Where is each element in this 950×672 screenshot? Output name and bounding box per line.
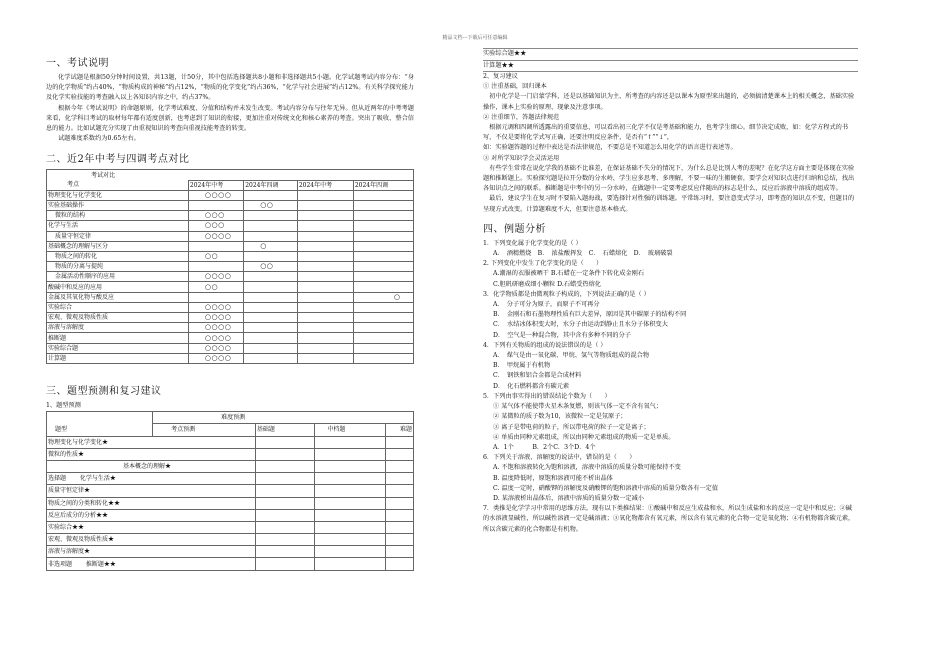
mark-cell: ○○○ — [188, 211, 243, 221]
question-option: ① 某气体不能使带火星木条复燃，则该气体一定不含有氧气； — [493, 403, 663, 411]
table-row — [47, 333, 414, 343]
question-option: B. 温度降低时，原饱和溶液可能不析出晶体 — [493, 474, 613, 482]
mark-cell — [353, 343, 413, 353]
empty-cell — [385, 473, 413, 485]
topic-cell: 计算题 — [47, 353, 189, 363]
text-line: 初中化学是一门启蒙学科，还是以基础知识为主，所考查的内容还是以课本为原型来出题的，必须搞清楚课本上的相关概念，基础实验操作，课本上实验的原理、现象及注意事项。 — [483, 93, 855, 111]
mark-cell — [297, 302, 353, 312]
text-line: 2、复习建议 — [483, 73, 518, 80]
mark-cell: ○○ — [244, 262, 298, 272]
table-row — [47, 292, 414, 302]
question-option: A.潮湿的衣服被晒干 B.石蜡在一定条件下转化成金刚石 — [493, 270, 645, 278]
empty-cell — [315, 509, 386, 521]
mark-cell — [353, 231, 413, 241]
empty-cell — [315, 436, 386, 448]
topic-cell: 溶液与溶解度★ — [47, 546, 256, 558]
question-stem: 5．下列由事实得出的错误结论个数为（ ） — [483, 392, 611, 400]
mark-cell — [297, 292, 353, 302]
table-row — [47, 282, 414, 292]
table-row — [47, 473, 414, 485]
mark-cell — [353, 190, 413, 200]
empty-cell — [315, 558, 386, 570]
mark-cell — [244, 343, 298, 353]
mark-cell: ○○○○ — [188, 353, 243, 363]
topic-cell: 实验基础操作 — [47, 200, 189, 210]
table-row — [47, 497, 414, 509]
mark-cell — [297, 313, 353, 323]
question-option: A． 分子可分为原子，而原子不可再分 — [493, 301, 600, 309]
topic-cell: 基本概念的理解★ — [47, 460, 256, 472]
question-stem: 7．类推是化学学习中常用的思维方法。现有以下类推结果：①酸碱中和反应生成盐和水，所以生成盐和水的反应一定是中和反应；②碱的水溶液显碱性，所以碱性溶液一定是碱溶液；③氧化物都含有氧元素，所以含有氧元素的化合物一定是氧化物；④有机物都含碳元素，所以含碳元素的化合物都是有机物。 — [483, 505, 855, 533]
table-caption: 考试对比 — [47, 170, 414, 180]
topic-cell: 反应后成分的分析★★ — [47, 509, 256, 521]
empty-cell — [315, 521, 386, 533]
topic-cell: 物质之间的分类和转化★★ — [47, 497, 256, 509]
empty-cell — [385, 460, 413, 472]
prediction-row: 计算题★★ — [483, 61, 858, 73]
mark-cell — [353, 221, 413, 231]
mark-cell: ○○ — [188, 251, 243, 261]
table-row — [47, 272, 414, 282]
question-stem: 4．下列有关物质的组成的说法错误的是（ ） — [483, 341, 607, 349]
empty-cell — [315, 473, 386, 485]
mark-cell — [297, 323, 353, 333]
section-title-comparison: 二、近2年中考与四调考点对比 — [46, 154, 190, 166]
mark-cell — [353, 262, 413, 272]
mark-cell — [297, 353, 353, 363]
mark-cell — [188, 292, 243, 302]
mark-cell: ○ — [353, 292, 413, 302]
question-stem: 6．下列关于溶液、溶解度的说法中，错误的是（ ） — [483, 454, 636, 462]
topic-cell: 选择题 化学与生活★ — [47, 473, 256, 485]
mark-cell: ○○○○ — [188, 190, 243, 200]
table-row — [47, 262, 414, 272]
table-row — [47, 534, 414, 546]
question-option: A．1个 B．2个C．3个D．4个 — [493, 443, 596, 451]
question-option: D． 化石燃料都含有碳元素 — [493, 382, 570, 390]
mark-cell — [297, 200, 353, 210]
column-header: 中档题 — [315, 424, 386, 436]
paragraph: 试题难度系数约为0.65左右。 — [58, 135, 140, 143]
mark-cell — [297, 272, 353, 282]
mark-cell: ○ — [244, 241, 298, 251]
question-option: A． 酒精燃烧 B． 浓盐酸挥发 C． 石蜡熔化 D． 玻璃破裂 — [493, 250, 673, 258]
topic-cell: 溶液与溶解度 — [47, 323, 189, 333]
question-option: C.胆矾研磨成细小颗粒 D.石蜡受热熔化 — [493, 280, 601, 288]
topic-cell: 物质的分离与提纯 — [47, 262, 189, 272]
mark-cell — [353, 353, 413, 363]
empty-cell — [315, 497, 386, 509]
mark-cell — [244, 251, 298, 261]
question-option: A． 煤气是由一氧化碳、甲烷、氢气等物质组成的混合物 — [493, 352, 650, 360]
comparison-table — [46, 169, 414, 364]
empty-cell — [385, 509, 413, 521]
mark-cell: ○○ — [188, 282, 243, 292]
mark-cell — [353, 313, 413, 323]
topic-cell: 微粒的性质★ — [47, 448, 256, 460]
table-row — [47, 302, 414, 312]
empty-cell — [385, 546, 413, 558]
text-line: ③ 对所学知识学会灵活运用 — [483, 154, 560, 162]
topic-cell: 物质之间的转化 — [47, 251, 189, 261]
mark-cell: ○○○○ — [188, 313, 243, 323]
table-row — [47, 353, 414, 363]
table-row — [47, 170, 414, 180]
topic-cell: 质量守恒定律 — [47, 231, 189, 241]
prediction-row: 实验综合题★★ — [483, 48, 858, 61]
topic-cell: 物理变化与化学变化 — [47, 190, 189, 200]
table-row — [47, 343, 414, 353]
mark-cell — [244, 190, 298, 200]
question-option: D． 空气是一种混合物，其中含有多种不同的分子 — [493, 331, 631, 339]
empty-cell — [385, 558, 413, 570]
empty-cell — [255, 448, 315, 460]
difficulty-header: 难度预测 — [153, 412, 414, 424]
mark-cell — [244, 282, 298, 292]
table-row — [47, 424, 414, 436]
empty-cell — [255, 473, 315, 485]
table-row — [47, 448, 414, 460]
mark-cell — [244, 211, 298, 221]
table-row — [47, 485, 414, 497]
topic-cell: 推断题 — [47, 333, 189, 343]
empty-cell — [315, 534, 386, 546]
empty-cell — [255, 534, 315, 546]
mark-cell — [244, 333, 298, 343]
mark-cell: ○○○○ — [188, 272, 243, 282]
empty-cell — [315, 460, 386, 472]
section-title-prediction: 三、题型预测和复习建议 — [46, 385, 162, 397]
question-option: C. 温度一定时，硝酸钾的溶解度及硝酸钾的饱和溶液中溶质的质量分数各有一定值 — [493, 484, 719, 492]
subsection-title: 1、题型预测 — [46, 401, 81, 409]
empty-cell — [255, 546, 315, 558]
table-row — [47, 546, 414, 558]
mark-cell — [353, 211, 413, 221]
mark-cell — [353, 323, 413, 333]
question-option: D. 某溶液析出晶体后，溶液中溶质的质量分数一定减小 — [493, 494, 644, 502]
table-row — [47, 241, 414, 251]
question-option: C． 水结冰体积变大时，水分子由运动到静止且水分子体积变大 — [493, 321, 668, 329]
column-header: 2024年中考 — [297, 180, 353, 190]
topic-cell: 金属及其氧化物与酸反应 — [47, 292, 189, 302]
text-line: ② 注重细节，答题法律规范 — [483, 113, 560, 121]
mark-cell — [244, 231, 298, 241]
column-header: 题型 — [47, 424, 153, 436]
mark-cell: ○○○ — [188, 221, 243, 231]
paragraph: 化学试题是根据50分钟时间设置，共13题，计50分，其中包括选择题共8小题和非选择题共5小题。化学试题考试内容分布：“身边的化学物质”约占40%，“物质构成的神秘”约占12%，“物质的化学变化”约占36%，“化学与社会进展”约占12%。有关科学探究能力及化学实验技能的考查融入以上各知识内容之中，约占37%。 — [46, 74, 414, 102]
topic-cell: 化学与生活 — [47, 221, 189, 231]
mark-cell — [297, 190, 353, 200]
table-row — [47, 509, 414, 521]
mark-cell — [244, 221, 298, 231]
mark-cell — [188, 200, 243, 210]
column-header: 2024年四调 — [353, 180, 413, 190]
topic-cell: 宏观、微观及物质性质 — [47, 313, 189, 323]
mark-cell — [353, 282, 413, 292]
topic-cell: 实验综合题 — [47, 343, 189, 353]
mark-cell: ○○○○ — [188, 333, 243, 343]
table-row — [47, 231, 414, 241]
mark-cell — [297, 211, 353, 221]
question-stem: 1．下列变化属于化学变化的是（ ） — [483, 239, 582, 247]
mark-cell: ○○ — [244, 200, 298, 210]
empty-cell — [315, 448, 386, 460]
mark-cell — [297, 221, 353, 231]
mark-cell — [244, 272, 298, 282]
question-option: ② 某微粒的质子数为10，该微粒一定是氖原子； — [493, 413, 627, 421]
mark-cell — [353, 251, 413, 261]
topic-cell: 实验综合 — [47, 302, 189, 312]
table-row — [47, 221, 414, 231]
mark-cell — [297, 241, 353, 251]
column-header: 2024年四调 — [244, 180, 298, 190]
table-row — [47, 190, 414, 200]
prediction-table — [46, 411, 414, 570]
mark-cell — [297, 333, 353, 343]
mark-cell: ○○○○ — [188, 302, 243, 312]
paragraph: 根据今年《考试说明》的命题原则，化学考试难度、分值和结构并未发生改变。考试内容分布与往年无异。但从近两年的中考考题来看，化学科目考试的取材每年都有适度创新，也考虑到了知识的衔接，更加注重对传统文化和核心素养的考查。突出了吸收、整合信息的能力。比如试题充分实现了由重视知识的考查向重视技能考查的转变。 — [46, 104, 414, 133]
column-header: 考点 — [47, 180, 189, 190]
mark-cell — [244, 302, 298, 312]
topic-cell: 宏观、微观及物质性质★ — [47, 534, 256, 546]
empty-cell — [255, 497, 315, 509]
mark-cell — [244, 313, 298, 323]
table-row — [47, 558, 414, 570]
mark-cell — [353, 272, 413, 282]
mark-cell: ○○○○ — [188, 323, 243, 333]
mark-cell — [297, 343, 353, 353]
empty-cell — [385, 436, 413, 448]
question-option: ③ 离子是带电荷的粒子，所以带电荷的粒子一定是离子； — [493, 423, 650, 431]
text-line: 有些学生常常在说化学我的基础不比谁差，在保证基础不失分的情况下，为什么总是比别人考的差呢？在化学这方面主要是体现在实验题和推断题上。实验探究题是拉开分数的分水岭，学生应多思考、多理解，不要一味的生搬硬套，要学会对知识点进行归纳和总结，找出各知识点之间的联系。推断题是中考中的另一分水岭，在做题中一定要考虑反应伴随出的标志是什么，反应后溶液中溶质的组成等。 — [483, 164, 855, 193]
mark-cell — [297, 262, 353, 272]
question-option: B． 金刚石和石墨物理性质有巨大差异，原因是其中碳原子的结构不同 — [493, 311, 687, 319]
mark-cell — [353, 333, 413, 343]
mark-cell — [244, 292, 298, 302]
question-option: C． 钢铁和铝合金都是合成材料 — [493, 372, 582, 380]
question-stem: 3．化学物质都是由微观粒子构成的，下列说法正确的是（ ） — [483, 290, 650, 298]
topic-cell: 非选项题 推断题★★ — [47, 558, 256, 570]
text-line: 如：实验题答题的过程中表达是否法律规范，不要总是不知道怎么用化学的语言进行表述等。 — [483, 144, 737, 152]
empty-cell — [255, 436, 315, 448]
table-row — [47, 521, 414, 533]
mark-cell: ○○○○ — [188, 231, 243, 241]
text-line: 根据元调和四调所透露出的重要信息，可以看出初三化学不仅是考基础和能力，也考学生细心。细节决定成败，如：化学方程式的书写，不仅是要将化学式写正确，还要注明反应条件，是否有“↑”“↓”， — [483, 124, 849, 142]
question-option: ④ 单质由同种元素组成，所以由同种元素组成的物质一定是单质。 — [493, 433, 675, 441]
table-row — [47, 460, 414, 472]
column-header: 2024年中考 — [188, 180, 243, 190]
question-stem: 2. 下列变化中发生了化学变化的是（ ） — [483, 260, 603, 268]
mark-cell — [353, 302, 413, 312]
empty-cell — [385, 485, 413, 497]
text-line: 最后，建议学生在复习时不要陷入题海战，要选择针对性强的训练题。平常练习时，要注意变式学习，即考查的知识点不变，但题目的呈现方式改变。计算题难度不大，但要注意基本格式。 — [483, 195, 855, 213]
topic-cell: 微粒的结构 — [47, 211, 189, 221]
question-option: A. 不饱和溶液转化为饱和溶液，溶液中溶质的质量分数可能保持不变 — [493, 464, 681, 472]
topic-cell: 金属活动性顺序的应用 — [47, 272, 189, 282]
mark-cell — [244, 323, 298, 333]
empty-cell — [255, 509, 315, 521]
empty-cell — [385, 497, 413, 509]
mark-cell — [188, 241, 243, 251]
table-row — [47, 412, 414, 424]
topic-cell: 物理变化与化学变化★ — [47, 436, 256, 448]
empty-cell — [255, 460, 315, 472]
table-row — [47, 251, 414, 261]
empty-cell — [385, 521, 413, 533]
empty-cell — [385, 448, 413, 460]
question-option: B． 甲烷属于有机物 — [493, 362, 551, 370]
table-row — [47, 211, 414, 221]
mark-cell — [353, 241, 413, 251]
column-header: 基础题 — [255, 424, 315, 436]
page-header: 精品文档---下载后可任意编辑 — [442, 35, 508, 41]
mark-cell — [353, 200, 413, 210]
table-row — [47, 323, 414, 333]
mark-cell — [297, 231, 353, 241]
topic-cell: 基础概念的理解与区分 — [47, 241, 189, 251]
mark-cell: ○○○○ — [188, 343, 243, 353]
empty-cell — [315, 546, 386, 558]
section-title-examples: 四、例题分析 — [483, 223, 546, 235]
empty-cell — [385, 534, 413, 546]
empty-cell — [255, 485, 315, 497]
table-row — [47, 436, 414, 448]
mark-cell — [244, 353, 298, 363]
empty-cell — [315, 485, 386, 497]
topic-cell: 质量守恒定律★ — [47, 485, 256, 497]
column-header: 考点预测 — [153, 424, 256, 436]
right-column — [483, 48, 858, 535]
table-row — [47, 180, 414, 190]
mark-cell — [297, 282, 353, 292]
topic-cell: 实验综合★★ — [47, 521, 256, 533]
empty-cell — [255, 558, 315, 570]
topic-cell: 酸碱中和反应的应用 — [47, 282, 189, 292]
table-row — [47, 313, 414, 323]
mark-cell — [188, 262, 243, 272]
table-row — [47, 200, 414, 210]
empty-cell — [255, 521, 315, 533]
left-column — [46, 48, 414, 571]
mark-cell — [297, 251, 353, 261]
section-title-exam-info: 一、考试说明 — [46, 58, 109, 69]
text-line: ① 注重基础，回归课本 — [483, 83, 547, 91]
column-header: 难题 — [385, 424, 413, 436]
